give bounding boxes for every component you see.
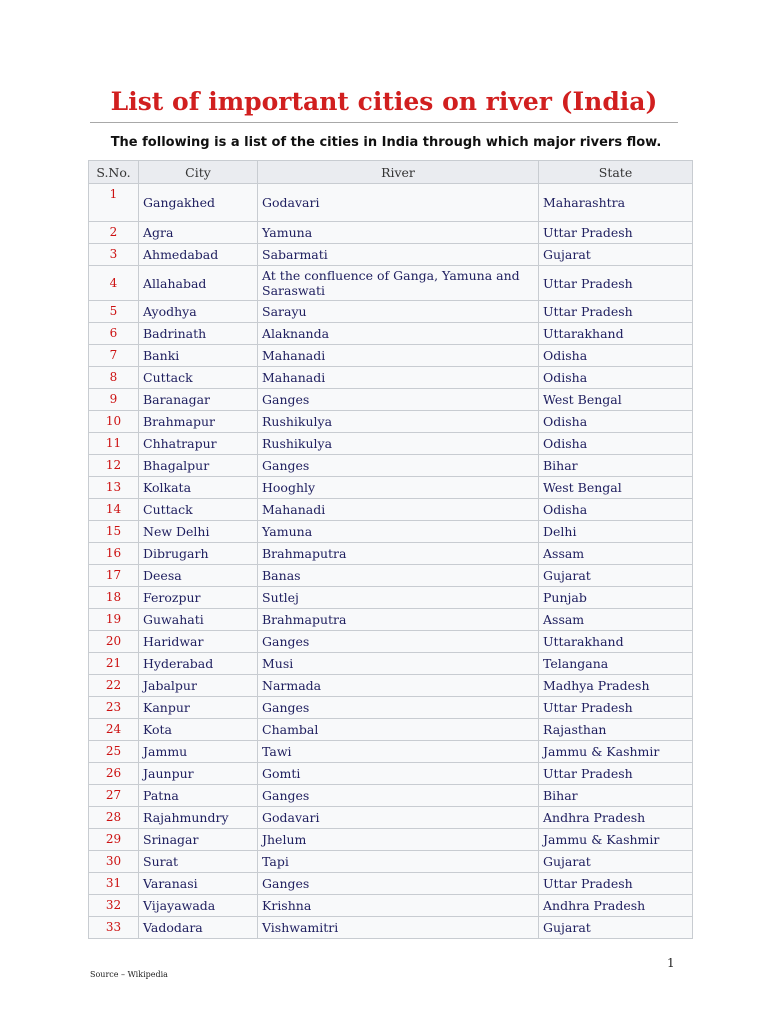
sno-cell: 25 <box>89 741 139 763</box>
state-cell: Jammu & Kashmir <box>539 741 693 763</box>
table-row <box>89 455 693 477</box>
state-cell: Assam <box>539 543 693 565</box>
city-cell: New Delhi <box>139 521 258 543</box>
city-cell: Guwahati <box>139 609 258 631</box>
source-note: Source – Wikipedia <box>90 970 168 979</box>
page-subtitle: The following is a list of the cities in India through which major rivers flow. <box>110 135 662 150</box>
sno-cell: 5 <box>89 301 139 323</box>
table-row <box>89 829 693 851</box>
table-row <box>89 222 693 244</box>
state-cell: Odisha <box>539 499 693 521</box>
table-row <box>89 433 693 455</box>
river-cell: Vishwamitri <box>258 917 539 939</box>
sno-cell: 20 <box>89 631 139 653</box>
state-cell: Gujarat <box>539 565 693 587</box>
sno-cell: 17 <box>89 565 139 587</box>
table-row <box>89 345 693 367</box>
sno-cell: 9 <box>89 389 139 411</box>
city-cell: Cuttack <box>139 499 258 521</box>
sno-cell: 29 <box>89 829 139 851</box>
sno-cell: 14 <box>89 499 139 521</box>
state-cell: West Bengal <box>539 477 693 499</box>
river-cell: Ganges <box>258 785 539 807</box>
city-cell: Vijayawada <box>139 895 258 917</box>
page-number: 1 <box>667 956 675 970</box>
table-row <box>89 631 693 653</box>
sno-cell: 4 <box>89 266 139 301</box>
city-cell: Jabalpur <box>139 675 258 697</box>
state-cell: Odisha <box>539 345 693 367</box>
state-cell: Uttarakhand <box>539 323 693 345</box>
city-cell: Surat <box>139 851 258 873</box>
sno-cell: 27 <box>89 785 139 807</box>
table-row <box>89 807 693 829</box>
table-row <box>89 917 693 939</box>
header-sno: S.No. <box>89 161 139 184</box>
state-cell: Uttar Pradesh <box>539 266 693 301</box>
state-cell: Andhra Pradesh <box>539 807 693 829</box>
state-cell: Gujarat <box>539 244 693 266</box>
table-row <box>89 565 693 587</box>
table-row <box>89 521 693 543</box>
sno-cell: 15 <box>89 521 139 543</box>
sno-cell: 12 <box>89 455 139 477</box>
river-cell: Ganges <box>258 873 539 895</box>
sno-cell: 10 <box>89 411 139 433</box>
table-row <box>89 411 693 433</box>
river-cell: Rushikulya <box>258 411 539 433</box>
sno-cell: 28 <box>89 807 139 829</box>
city-cell: Hyderabad <box>139 653 258 675</box>
state-cell: Uttar Pradesh <box>539 697 693 719</box>
city-cell: Bhagalpur <box>139 455 258 477</box>
table-row <box>89 389 693 411</box>
sno-cell: 16 <box>89 543 139 565</box>
city-cell: Brahmapur <box>139 411 258 433</box>
river-cell: Sarayu <box>258 301 539 323</box>
table-row <box>89 587 693 609</box>
city-cell: Gangakhed <box>139 184 258 222</box>
city-cell: Vadodara <box>139 917 258 939</box>
city-cell: Banki <box>139 345 258 367</box>
sno-cell: 31 <box>89 873 139 895</box>
city-cell: Deesa <box>139 565 258 587</box>
table-header-row <box>89 161 693 184</box>
table-row <box>89 675 693 697</box>
river-cell: Yamuna <box>258 222 539 244</box>
state-cell: Bihar <box>539 785 693 807</box>
city-cell: Cuttack <box>139 367 258 389</box>
table-row <box>89 653 693 675</box>
table-row <box>89 323 693 345</box>
state-cell: Uttar Pradesh <box>539 763 693 785</box>
sno-cell: 23 <box>89 697 139 719</box>
table-row <box>89 741 693 763</box>
cities-table <box>88 160 693 939</box>
city-cell: Baranagar <box>139 389 258 411</box>
city-cell: Rajahmundry <box>139 807 258 829</box>
page-title: List of important cities on river (India) <box>90 82 678 123</box>
river-cell: Ganges <box>258 697 539 719</box>
city-cell: Ahmedabad <box>139 244 258 266</box>
sno-cell: 32 <box>89 895 139 917</box>
sno-cell: 13 <box>89 477 139 499</box>
river-cell: Mahanadi <box>258 499 539 521</box>
state-cell: Madhya Pradesh <box>539 675 693 697</box>
river-cell: Sutlej <box>258 587 539 609</box>
city-cell: Allahabad <box>139 266 258 301</box>
city-cell: Chhatrapur <box>139 433 258 455</box>
sno-cell: 11 <box>89 433 139 455</box>
state-cell: Uttar Pradesh <box>539 222 693 244</box>
state-cell: West Bengal <box>539 389 693 411</box>
river-cell: Chambal <box>258 719 539 741</box>
table-row <box>89 719 693 741</box>
river-cell: Tapi <box>258 851 539 873</box>
state-cell: Odisha <box>539 367 693 389</box>
sno-cell: 7 <box>89 345 139 367</box>
sno-cell: 19 <box>89 609 139 631</box>
state-cell: Maharashtra <box>539 184 693 222</box>
table-row <box>89 697 693 719</box>
table-row <box>89 851 693 873</box>
city-cell: Kolkata <box>139 477 258 499</box>
city-cell: Jaunpur <box>139 763 258 785</box>
river-cell: Tawi <box>258 741 539 763</box>
city-cell: Kanpur <box>139 697 258 719</box>
sno-cell: 26 <box>89 763 139 785</box>
sno-cell: 6 <box>89 323 139 345</box>
table-row <box>89 873 693 895</box>
sno-cell: 33 <box>89 917 139 939</box>
river-cell: Rushikulya <box>258 433 539 455</box>
river-cell: Yamuna <box>258 521 539 543</box>
state-cell: Jammu & Kashmir <box>539 829 693 851</box>
state-cell: Andhra Pradesh <box>539 895 693 917</box>
state-cell: Uttar Pradesh <box>539 873 693 895</box>
city-cell: Dibrugarh <box>139 543 258 565</box>
river-cell: Narmada <box>258 675 539 697</box>
state-cell: Bihar <box>539 455 693 477</box>
river-cell: Godavari <box>258 184 539 222</box>
river-cell: Krishna <box>258 895 539 917</box>
river-cell: Ganges <box>258 455 539 477</box>
sno-cell: 22 <box>89 675 139 697</box>
table-body <box>89 184 693 939</box>
river-cell: Godavari <box>258 807 539 829</box>
river-cell: Musi <box>258 653 539 675</box>
table-row <box>89 499 693 521</box>
header-state: State <box>539 161 693 184</box>
city-cell: Jammu <box>139 741 258 763</box>
state-cell: Delhi <box>539 521 693 543</box>
table-row <box>89 543 693 565</box>
city-cell: Srinagar <box>139 829 258 851</box>
state-cell: Odisha <box>539 433 693 455</box>
city-cell: Varanasi <box>139 873 258 895</box>
sno-cell: 2 <box>89 222 139 244</box>
river-cell: Brahmaputra <box>258 543 539 565</box>
table-row <box>89 244 693 266</box>
river-cell: Jhelum <box>258 829 539 851</box>
state-cell: Punjab <box>539 587 693 609</box>
table-row <box>89 785 693 807</box>
sno-cell: 3 <box>89 244 139 266</box>
table-row <box>89 477 693 499</box>
city-cell: Badrinath <box>139 323 258 345</box>
city-cell: Haridwar <box>139 631 258 653</box>
state-cell: Gujarat <box>539 851 693 873</box>
river-cell: Brahmaputra <box>258 609 539 631</box>
river-cell: Gomti <box>258 763 539 785</box>
city-cell: Agra <box>139 222 258 244</box>
river-cell: Mahanadi <box>258 367 539 389</box>
table-row <box>89 301 693 323</box>
river-cell: Sabarmati <box>258 244 539 266</box>
header-river: River <box>258 161 539 184</box>
river-cell: Mahanadi <box>258 345 539 367</box>
river-cell: Ganges <box>258 389 539 411</box>
state-cell: Telangana <box>539 653 693 675</box>
sno-cell: 21 <box>89 653 139 675</box>
table-row <box>89 763 693 785</box>
river-cell: Hooghly <box>258 477 539 499</box>
state-cell: Gujarat <box>539 917 693 939</box>
city-cell: Kota <box>139 719 258 741</box>
state-cell: Uttarakhand <box>539 631 693 653</box>
table-row <box>89 266 693 301</box>
sno-cell: 30 <box>89 851 139 873</box>
city-cell: Patna <box>139 785 258 807</box>
river-cell: At the confluence of Ganga, Yamuna and Saraswati <box>258 266 539 301</box>
river-cell: Banas <box>258 565 539 587</box>
state-cell: Assam <box>539 609 693 631</box>
city-cell: Ferozpur <box>139 587 258 609</box>
sno-cell: 18 <box>89 587 139 609</box>
sno-cell: 1 <box>89 184 139 222</box>
table-row <box>89 184 693 222</box>
table-row <box>89 609 693 631</box>
state-cell: Rajasthan <box>539 719 693 741</box>
table-row <box>89 895 693 917</box>
state-cell: Odisha <box>539 411 693 433</box>
river-cell: Alaknanda <box>258 323 539 345</box>
state-cell: Uttar Pradesh <box>539 301 693 323</box>
sno-cell: 8 <box>89 367 139 389</box>
table-row <box>89 367 693 389</box>
header-city: City <box>139 161 258 184</box>
city-cell: Ayodhya <box>139 301 258 323</box>
sno-cell: 24 <box>89 719 139 741</box>
river-cell: Ganges <box>258 631 539 653</box>
